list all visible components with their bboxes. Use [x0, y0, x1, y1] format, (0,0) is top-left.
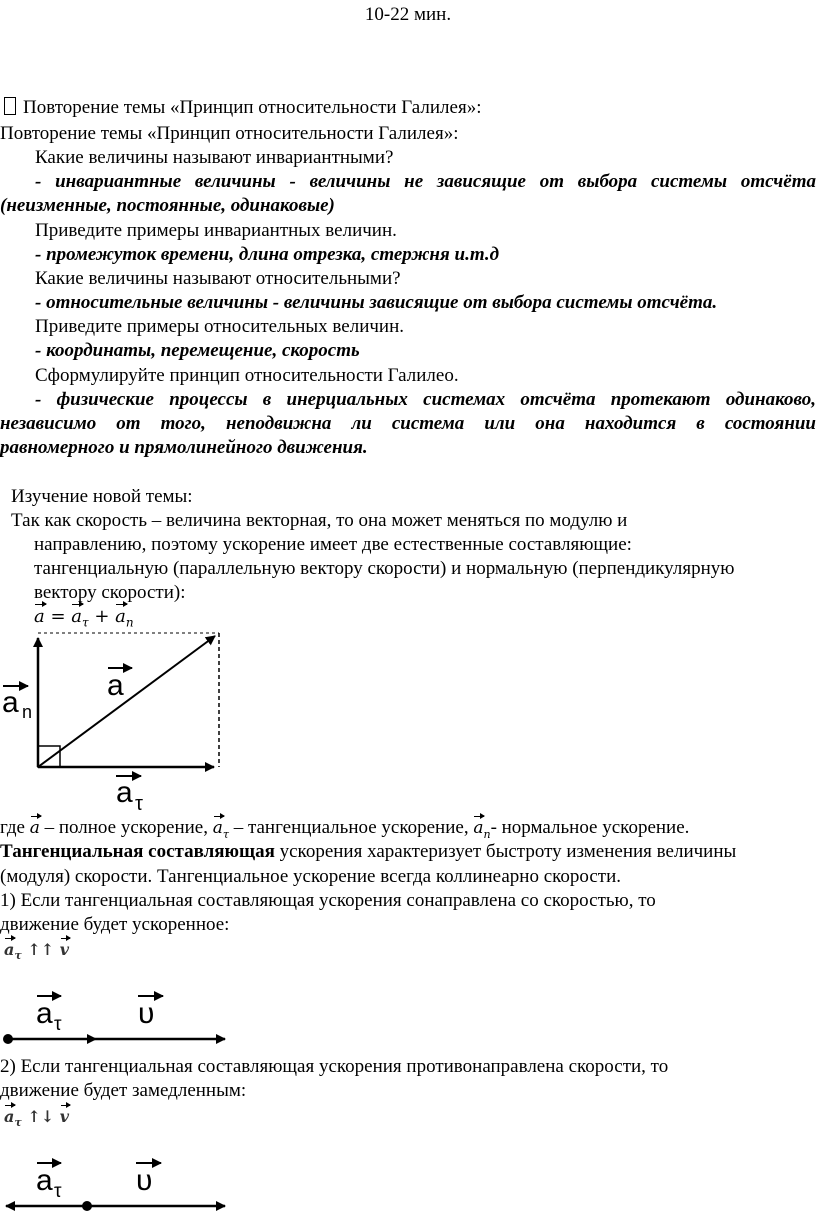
answer-1-line-1: - инвариантные величины - величины не зависящие от выбора системы отсчёта — [35, 171, 816, 192]
paragraph-3-line-2: движение будет ускоренное: — [0, 914, 230, 935]
counterdirectional-relation: $a_\tau$ ↑↓ v — [4, 1107, 70, 1130]
label-v: υ — [136, 1164, 153, 1197]
label-at-subscript: τ — [54, 1181, 62, 1202]
paragraph-1-line-4: вектору скорости): — [34, 582, 186, 603]
answer-5-line-3: равномерного и прямолинейного движения. — [0, 437, 368, 458]
bullet-icon — [4, 97, 16, 115]
paragraph-2-line-2: (модуля) скорости. Тангенциальное ускорение всегда коллинеарно скорости. — [0, 866, 622, 887]
question-5: Сформулируйте принцип относительности Галилео. — [35, 365, 459, 386]
question-4: Приведите примеры относительных величин. — [35, 316, 405, 337]
decelerated-motion-diagram — [0, 1154, 240, 1218]
review-heading-bulleted: Повторение темы «Принцип относительности Галилея»: — [4, 97, 481, 119]
answer-3: - относительные величины - величины зависящие от выбора системы отсчёта. — [35, 292, 718, 313]
question-3: Какие величины называют относительными? — [35, 268, 401, 289]
body-point — [82, 1201, 92, 1211]
acceleration-decomposition-diagram — [0, 626, 240, 812]
paragraph-1-line-2: направлению, поэтому ускорение имеет две естественные составляющие: — [34, 534, 632, 555]
paragraph-1-line-1: Так как скорость – величина векторная, то она может меняться по модулю и — [11, 510, 628, 531]
answer-1-line-2: (неизменные, постоянные, одинаковые) — [0, 195, 335, 216]
paragraph-4-line-2: движение будет замедленным: — [0, 1080, 247, 1101]
paragraph-1-line-3: тангенциальную (параллельную вектору скорости) и нормальную (перпендикулярную — [34, 558, 735, 579]
label-a: a — [107, 669, 124, 702]
codirectional-relation: $a_\tau$ ↑↑ v — [4, 940, 70, 963]
page-title: 10-22 мин. — [364, 4, 452, 25]
label-at: a — [36, 997, 53, 1030]
label-an: a — [2, 686, 19, 719]
acceleration-formula: $a = a_\tau + a_n$ — [34, 606, 134, 630]
answer-4: - координаты, перемещение, скорость — [35, 340, 360, 361]
review-heading: Повторение темы «Принцип относительности Галилея»: — [0, 123, 459, 144]
label-at-subscript: τ — [135, 793, 143, 812]
body-point — [3, 1034, 13, 1044]
label-v: υ — [138, 997, 155, 1030]
total-acceleration-arrow — [38, 636, 215, 767]
label-at: a — [116, 776, 133, 809]
question-1: Какие величины называют инвариантными? — [35, 147, 394, 168]
paragraph-2-line-1: Тангенциальная составляющая ускорения характеризует быстроту изменения величины — [0, 841, 737, 862]
new-topic-heading: Изучение новой темы: — [11, 486, 193, 507]
label-at: a — [36, 1164, 53, 1197]
answer-5-line-1: - физические процессы в инерциальных системах отсчёта протекают одинаково, — [35, 389, 816, 410]
accelerated-motion-diagram — [0, 986, 240, 1050]
paragraph-3-line-1: 1) Если тангенциальная составляющая ускорения сонаправлена со скоростью, то — [0, 890, 656, 911]
where-definitions: где a – полное ускорение, $a_\tau$ – тангенциальное ускорение, $a_n-$ нормальное ускорение. — [0, 817, 690, 841]
paragraph-4-line-1: 2) Если тангенциальная составляющая ускорения противонаправлена скорости, то — [0, 1056, 669, 1077]
label-an-subscript: n — [22, 702, 33, 722]
label-at-subscript: τ — [54, 1014, 62, 1035]
answer-2: - промежуток времени, длина отрезка, стержня и.т.д — [35, 244, 500, 265]
question-2: Приведите примеры инвариантных величин. — [35, 220, 397, 241]
answer-5-line-2: независимо от того, неподвижна ли система или она находится в состоянии — [0, 413, 816, 434]
